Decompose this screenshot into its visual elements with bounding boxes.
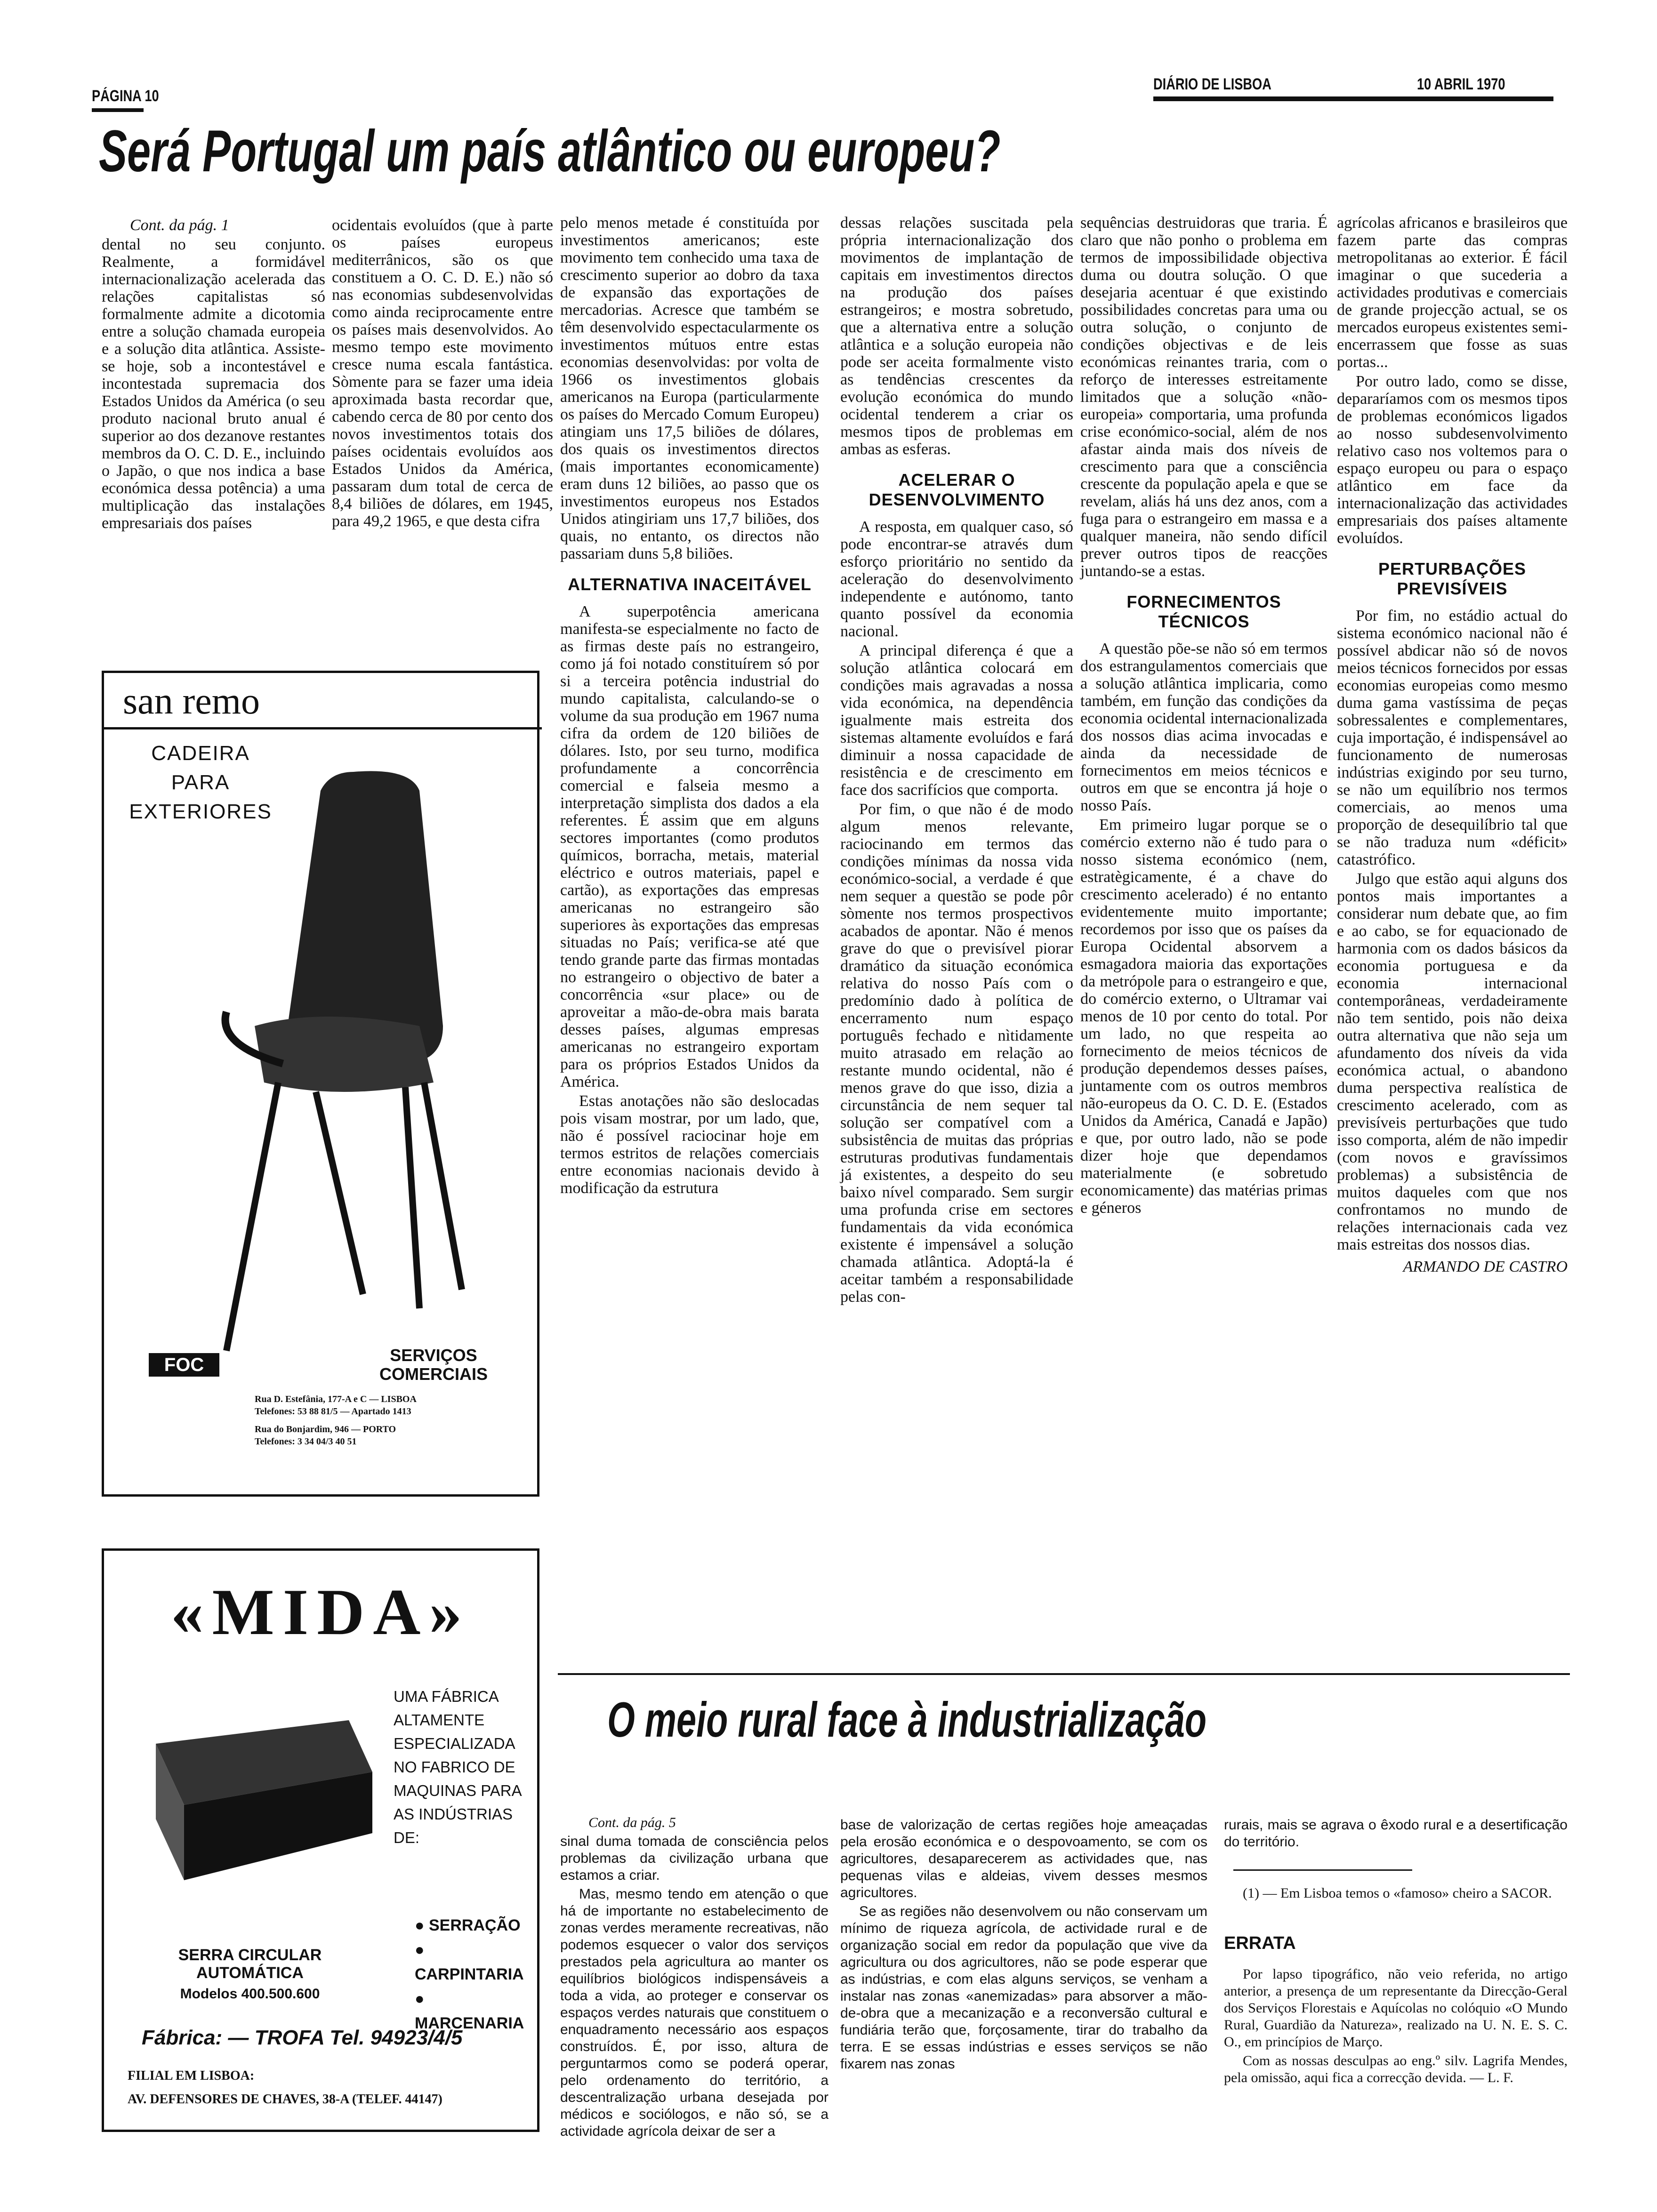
paragraph: A resposta, em qualquer caso, só pode encontrar-se através dum esforço prioritário no sentido da aceleração do desenvolvimento independente e autónomo, tanto quanto possível da economia nacional. <box>840 518 1073 640</box>
ad-brand: san remo <box>123 681 260 722</box>
ad-industry-list <box>415 1913 537 2036</box>
continuation-note: Cont. da pág. 5 <box>588 1815 676 1830</box>
mida-ad <box>102 1548 539 2132</box>
paragraph: dental no seu conjunto. Realmente, a formidável internacionalização acelerada das relações capitalistas só formalmente admite a dicotomia entre a solução chamada europeia e a solução dita atlântica. Assiste-se hoje, sob a incontestável e incontestada supremacia dos Estados Unidos da América (o seu produto nacional bruto anual é superior ao dos dezanove restantes membros da O. C. D. E., incluindo o Japão, o que nos indica a base económica dessa potência) a uma multiplicação das instalações empresariais dos países <box>102 236 325 532</box>
ad-description: UMA FÁBRICA ALTAMENTE ESPECIALIZADA NO FABRICO DE MAQUINAS PARA AS INDÚSTRIAS DE: <box>394 1688 521 1846</box>
article-column <box>1337 214 1568 1275</box>
article-column <box>1080 214 1327 1218</box>
paragraph: Com as nossas desculpas ao eng.º silv. Lagrifa Mendes, pela omissão, aqui fica a correcção devida. — L. F. <box>1224 2053 1568 2085</box>
paragraph: Estas anotações não são deslocadas pois visam mostrar, por um lado, que, não é possível raciocinar hoje em termos estritos de relações comerciais entre economias nacionais devido à modificação da estrutura <box>560 1092 819 1197</box>
newspaper-name: DIÁRIO DE LISBOA <box>1153 75 1271 93</box>
paragraph: Julgo que estão aqui alguns dos pontos mais importantes a considerar num debate que, ao fim e ao cabo, se for equacionado de harmonia com os dados básicos da economia portuguesa e da economia internacional contemporâneas, verdadeiramente não tem sentido, pois não deixa outra alternativa que não seja um afundamento dos níveis da vida económica actual, o abandono duma perspectiva realística de crescimento acelerado, com as previsíveis perturbações que tudo isso comporta, além de não impedir (com novos e gravíssimos problemas) a subsistência de muitos daqueles com que nos confrontamos no mundo de relações internacionais cada vez mais estreitas dos nossos dias. <box>1337 870 1568 1253</box>
footnote: (1) — Em Lisboa temos o «famoso» cheiro a SACOR. <box>1243 1885 1552 1901</box>
article-column <box>560 1814 828 2142</box>
author-signature: ARMANDO DE CASTRO <box>1403 1258 1568 1275</box>
paragraph: Por fim, no estádio actual do sistema económico nacional não é possível abdicar não só de novos meios técnicos fornecidos por essas economias europeias como mesmo duma gama vastíssima de peças sobressalentes e complementares, cuja importação, é indispensável ao funcionamento de numerosas indústrias exigindo por seu turno, se não um equilíbrio nos termos comerciais, ao menos uma proporção de desequilíbrio tal que se não traduza num «déficit» catastrófico. <box>1337 607 1568 868</box>
address-line: Telefones: 3 34 04/3 40 51 <box>255 1436 357 1447</box>
article-column <box>332 216 553 532</box>
saw-machine-illustration <box>128 1711 382 1908</box>
divider <box>104 727 542 729</box>
foc-logo: FOC <box>149 1353 219 1377</box>
ad-branch: FILIAL EM LISBOA: <box>128 2068 255 2083</box>
errata-heading: ERRATA <box>1224 1933 1296 1953</box>
article-title: Será Portugal um país atlântico ou europeu? <box>99 119 1001 184</box>
subheading: ACELERAR O DESENVOLVIMENTO <box>869 470 1045 509</box>
paragraph: dessas relações suscitada pela própria internacionalização dos movimentos de implantação de capitais em investimentos directos na produção dos países estrangeiros; e mostra sobretudo, que a alternativa entre a solução atlântica e a solução europeia não pode ser aceita formalmente visto as tendências crescentes da evolução económica do mundo ocidental tenderem a criar os mesmos tipos de problemas em ambas as esferas. <box>840 214 1073 458</box>
paragraph: A superpotência americana manifesta-se especialmente no facto de as firmas deste país no estrangeiro, como já foi notado constituírem só por si a terceira potência industrial do mundo capitalista, calculando-se o volume da sua produção em 1967 numa cifra da ordem de 120 biliões de dólares. Isto, por seu turno, modifica profundamente a concorrência comercial e falseia mesmo a interpretação simplista dos dados a ela referentes. É assim que em alguns sectores importantes (como produtos químicos, borracha, metais, material eléctrico e outros materiais, papel e cartão), as exportações das empresas americanas no estrangeiro são superiores às exportações das empresas situadas no País; verifica-se até que tendo grande parte das firmas montadas no estrangeiro o objectivo de bater a concorrência «sur place» ou de aproveitar a mão-de-obra mais barata desses países, algumas empresas americanas no estrangeiro exportam para os próprios Estados Unidos da América. <box>560 603 819 1090</box>
paragraph: A principal diferença é que a solução atlântica colocará em condições mais agravadas a nossa vida económica, na dependência igualmente mais estreita dos sistemas altamente evoluídos e fará diminuir a nossa capacidade de resistência e de crescimento em face dos sacrifícios que comporta. <box>840 642 1073 799</box>
paragraph: agrícolas africanos e brasileiros que fazem parte das compras metropolitanas ao exterior. É fácil imaginar o que sucederia a actividades produtivas e comerciais de grande projecção actual, se os mercados europeus existentes semi-encerrassem que fosse as suas portas... <box>1337 214 1568 371</box>
paragraph: Por fim, o que não é de modo algum menos relevante, raciocinando em termos das condições mínimas da nossa vida económico-social, a verdade é que nem sequer a questão se pode pôr sòmente nos termos prospectivos acabados de apontar. Não é menos grave do que o previsível piorar dramático da situação económica relativa do nosso País com o predomínio dado à política de encerramento num espaço português fechado e nìtidamente muito atrasado em relação ao restante mundo ocidental, não é menos grave do que isso, dizia a circunstância de nem sequer tal solução ser compatível com a subsistência de muitas das próprias estruturas produtivas fundamentais já existentes, a despeito do seu baixo nível comparado. Sem surgir uma profunda crise em sectores fundamentais da vida económica existente é impensável a solução chamada atlântica. Adoptá-la é aceitar também a responsabilidade pelas con- <box>840 801 1073 1306</box>
paragraph: Em primeiro lugar porque se o comércio externo não é tudo para o nosso sistema económico (nem, estratègicamente, é a chave do crescimento acelerado) é no entanto evidentemente muito importante; recordemos por isso que os países da Europa Ocidental absorvem a esmagadora maioria das exportações da metrópole para o estrangeiro e que, do comércio externo, o Ultramar vai menos de 10 por cento do total. Por um lado, no que respeita ao fornecimento de meios técnicos de produção dependemos desses países, juntamente com os outros membros não-europeus da O. C. D. E. (Estados Unidos da América, Canadá e Japão) e que, por outro lado, não se pode dizer hoje que dependamos materialmente (e sobretudo economicamente) das matérias primas e géneros <box>1080 816 1327 1217</box>
paragraph: Mas, mesmo tendo em atenção o que há de importante no estabelecimento de zonas verdes meramente recreativas, não podemos esquecer o valor dos serviços prestados pela agricultura ao manter os equilíbrios biológicos indispensáveis a toda a vida, ao proteger e conservar os espaços verdes naturais que constituem o enquadramento necessário aos espaços construídos. É, por isso, altura de perguntarmos como se poderá operar, pelo ordenamento do território, a descentralização urbana desejada por médicos e sociólogos, e não só, se a actividade agrícola deixar de ser a <box>560 1886 828 2139</box>
list-item: ● SERRAÇÃO <box>415 1916 521 1934</box>
divider <box>1153 96 1553 101</box>
article-column <box>102 216 325 534</box>
paragraph: pelo menos metade é constituída por investimentos americanos; este movimento tem conhecido uma taxa de crescimento superior ao dobro da taxa de expansão das exportações de mercadorias. Acresce que também se têm desenvolvido espectacularmente os investimentos mútuos entre estas economias desenvolvidas: por volta de 1966 os investimentos globais americanos na Europa (particularmente os países do Mercado Comum Europeu) atingiam uns 17,5 biliões de dólares, dos quais os investimentos directos (mais importantes economicamente) eram duns 12 biliões, ao passo que os investimentos europeus nos Estados Unidos atingiriam uns 17,7 biliões, dos quais, no entanto, os directos não passariam duns 5,8 biliões. <box>560 214 819 562</box>
article-column <box>840 1817 1207 2075</box>
paragraph: Por outro lado, como se disse, depararíamos com os mesmos tipos de problemas económicos ligados ao nosso subdesenvolvimento relativo caso nos voltemos para o espaço europeu ou para o espaço atlântico em face da internacionalização das actividades empresariais dos países altamente evoluídos. <box>1337 373 1568 547</box>
ad-brand: «MIDA» <box>170 1576 471 1649</box>
sanremo-ad <box>102 671 539 1497</box>
address-line: Telefones: 53 88 81/5 — Apartado 1413 <box>255 1406 411 1417</box>
ad-models: Modelos 400.500.600 <box>180 1986 320 2002</box>
article-column <box>840 214 1073 1307</box>
ad-tagline: CADEIRA PARA EXTERIORES <box>129 742 272 823</box>
issue-date: 10 ABRIL 1970 <box>1417 75 1505 93</box>
address-line: Rua D. Estefânia, 177-A e C — LISBOA <box>255 1394 417 1404</box>
chair-illustration <box>198 762 481 1374</box>
article-title: O meio rural face à industrialização <box>607 1692 1207 1747</box>
subheading: FORNECIMENTOS TÉCNICOS <box>1126 592 1281 631</box>
article-column <box>560 214 819 1199</box>
ad-address <box>255 1393 417 1448</box>
ad-branch-address: AV. DEFENSORES DE CHAVES, 38-A (TELEF. 44147) <box>128 2092 442 2107</box>
divider <box>1233 1869 1412 1871</box>
ad-factory: Fábrica: — TROFA Tel. 94923/4/5 <box>142 2026 463 2049</box>
paragraph: Se as regiões não desenvolvem ou não conservam um mínimo de riqueza agrícola, de actividade rural e de organização social em redor da população que vive da agricultura ou dos agricultores, não se pode esperar que as indústrias, e com elas alguns serviços, se venham a instalar nas zonas «anemizadas» para absorver a mão-de-obra que a mecanização e a reconversão cultural e fundiária terão que, forçosamente, tirar do trabalho da terra. E se essas indústrias e esses serviços se não fixarem nas zonas <box>840 1904 1207 2072</box>
paragraph: rurais, mais se agrava o êxodo rural e a desertificação do território. <box>1224 1817 1568 1850</box>
paragraph: sequências destruidoras que traria. É claro que não ponho o problema em termos de impossibilidade objectiva duma ou doutra solução. O que desejaria acentuar é que existindo possibilidades concretas para uma ou outra solução, o conjunto de condições objectivas e de leis económicas reinantes traria, com o reforço de interesses estreitamente limitados que a solução «não-europeia» comportaria, uma profunda crise económico-social, além de nos afastar ainda mais dos níveis de crescimento para que a consciência crescente da população apela e que se revelam, aliás há uns dez anos, com a fuga para o estrangeiro em massa e a qualquer maneira, não sendo difícil prever outros tipos de reacções juntando-se a estas. <box>1080 214 1327 580</box>
ad-product: SERRA CIRCULAR AUTOMÁTICA <box>178 1946 322 1982</box>
list-item: ● CARPINTARIA <box>415 1941 524 1983</box>
paragraph: Por lapso tipográfico, não veio referida, no artigo anterior, a presença de um representante da Direcção-Geral dos Serviços Florestais e Aquícolas no colóquio «O Mundo Rural, Guardião da Natureza», realizado na U. N. E. S. C. O., em princípios de Março. <box>1224 1966 1568 2050</box>
address-line: Rua do Bonjardim, 946 — PORTO <box>255 1424 396 1435</box>
paragraph: A questão põe-se não só em termos dos estrangulamentos comerciais que a solução atlântica implicaria, como também, em função das condições da economia ocidental internacionalizada dos nossos dias acima invocadas e ainda da necessidade de fornecimentos em meios técnicos e outros em que se encontra já hoje o nosso País. <box>1080 640 1327 814</box>
page-number: PÁGINA 10 <box>92 87 159 105</box>
divider <box>92 108 144 112</box>
list-item: ● MARCENARIA <box>415 1990 524 2032</box>
continuation-note: Cont. da pág. 1 <box>130 216 229 234</box>
ad-services: SERVIÇOS COMERCIAIS <box>379 1346 488 1384</box>
paragraph: ocidentais evoluídos (que à parte os países europeus mediterrânicos, são os que constituem a O. C. D. E.) não só nas economias subdesenvolvidas como ainda reciprocamente entre os países mais desenvolvidos. Ao mesmo tempo este movimento cresce numa escala fantástica. Sòmente para se fazer uma ideia aproximada basta recordar que, cabendo cerca de 80 por cento dos novos investimentos totais dos países ocidentais evoluídos aos Estados Unidos da América, passaram dum total de cerca de 8,4 biliões de dólares, em 1945, para 49,2 1965, e que desta cifra <box>332 216 553 530</box>
subheading: PERTURBAÇÕES PREVISÍVEIS <box>1378 559 1527 598</box>
paragraph: base de valorização de certas regiões hoje ameaçadas pela erosão económica e o despovoamento, se com os agricultores, desaparecerem as actividades que, nas pequenas vilas e aldeias, vivem desses mesmos agricultores. <box>840 1817 1207 1900</box>
divider <box>558 1673 1570 1675</box>
paragraph: sinal duma tomada de consciência pelos problemas da civilização urbana que estamos a criar. <box>560 1834 828 1883</box>
subheading: ALTERNATIVA INACEITÁVEL <box>568 575 812 594</box>
article-column <box>1224 1817 1568 2088</box>
